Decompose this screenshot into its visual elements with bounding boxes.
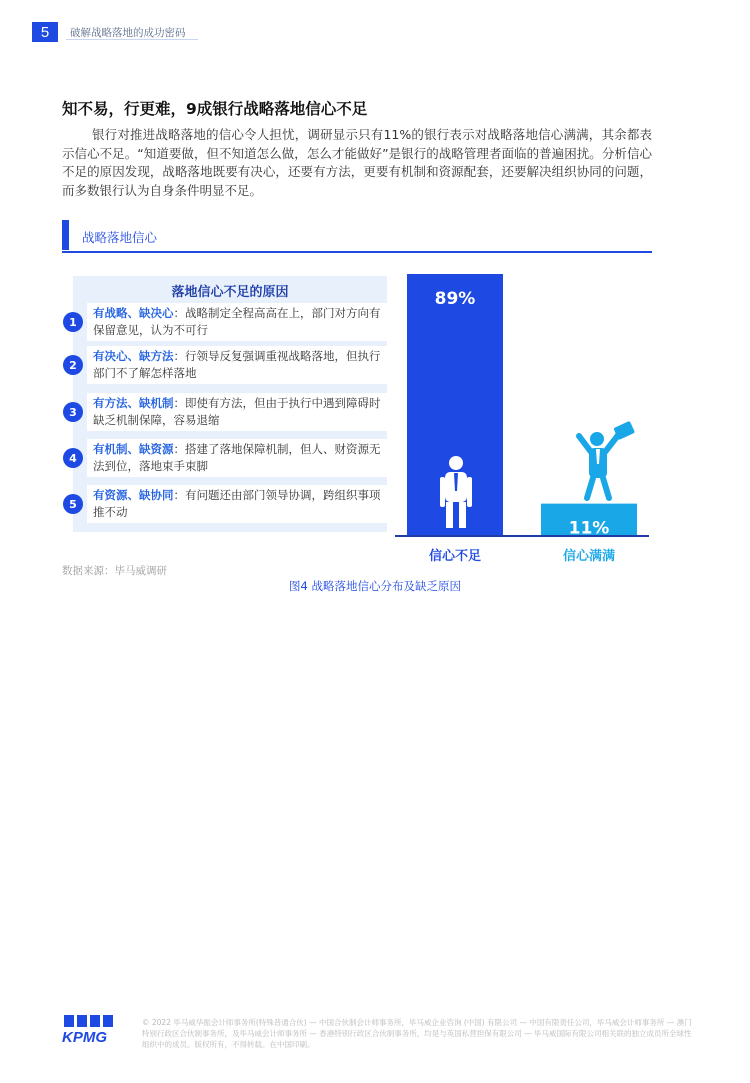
reason-item	[87, 485, 387, 523]
reason-key: 有决心、缺方法	[93, 349, 174, 363]
confidence-bar-chart	[395, 270, 655, 570]
reason-text: ：即使有方法，但由于执行中遇到障碍时缺乏机制保障，容易退缩	[93, 396, 381, 427]
page-number: 5	[32, 22, 58, 42]
reason-number-badge: 2	[63, 355, 83, 375]
chart-header-accent	[62, 220, 69, 250]
reason-number-badge: 1	[63, 312, 83, 332]
bar-value-label: 89%	[434, 289, 476, 309]
category-label: 信心不足	[428, 549, 482, 564]
category-label: 信心满满	[562, 549, 616, 564]
header-title: 破解战略落地的成功密码	[70, 26, 186, 39]
reason-key: 有资源、缺协同	[93, 488, 174, 502]
legal-notice: © 2022 毕马威华振会计师事务所(特殊普通合伙) — 中国合伙制会计师事务所，毕马威企业咨询 (中国) 有限公司 — 中国有限责任公司，毕马威会计师事务所 — 澳门特别行政区合伙制事务所，及毕马威会计师事务所 — 香港特别行政区合伙制事务所，均是与英国私营担保有限公司 — 毕马威国际有限公司相关联的独立成员所全球性组织中的成员。版权所有，不得转载。在中国印刷。	[142, 1018, 692, 1049]
reason-text: ：搭建了落地保障机制，但人、财资源无法到位，落地束手束脚	[93, 442, 381, 473]
svg-text:KPMG: KPMG	[62, 1029, 107, 1045]
reason-item	[87, 346, 387, 384]
reasons-title: 落地信心不足的原因	[171, 285, 289, 300]
reason-number-badge: 3	[63, 402, 83, 422]
reason-text: ：行领导反复强调重视战略落地，但执行部门不了解怎样落地	[93, 349, 381, 380]
chart-header-label: 战略落地信心	[82, 230, 158, 245]
reason-item	[87, 303, 387, 341]
reason-item	[87, 393, 387, 431]
body-paragraph: 银行对推进战略落地的信心令人担忧，调研显示只有11%的银行表示对战略落地信心满满，其余都表示信心不足。“知道要做，但不知道怎么做，怎么才能做好”是银行的战略管理者面临的普遍困扰。分析信心不足的原因发现，战略落地既要有决心，还要有方法，更要有机制和资源配套，还要解决组织协同的问题，而多数银行认为自身条件明显不足。	[62, 127, 652, 198]
chart-header-rule	[62, 251, 652, 253]
reason-text: ：有问题还由部门领导协调，跨组织事项推不动	[93, 488, 381, 519]
section-title: 知不易，行更难，9成银行战略落地信心不足	[62, 100, 368, 118]
reason-text: ：战略制定全程高高在上，部门对方向有保留意见，认为不可行	[93, 306, 381, 337]
reason-key: 有机制、缺资源	[93, 442, 174, 456]
header-divider	[66, 39, 198, 40]
reason-number-badge: 5	[63, 494, 83, 514]
reason-key: 有战略、缺决心	[93, 306, 174, 320]
kpmg-logo	[62, 1015, 118, 1045]
reason-item	[87, 439, 387, 477]
reason-key: 有方法、缺机制	[93, 396, 174, 410]
chart-header	[62, 220, 652, 252]
bar-value-label: 11%	[568, 518, 610, 539]
data-source: 数据来源：毕马威调研	[62, 565, 167, 577]
reason-number-badge: 4	[63, 448, 83, 468]
celebrating-person-icon	[579, 421, 635, 498]
figure-caption: 图4 战略落地信心分布及缺乏原因	[289, 579, 461, 593]
